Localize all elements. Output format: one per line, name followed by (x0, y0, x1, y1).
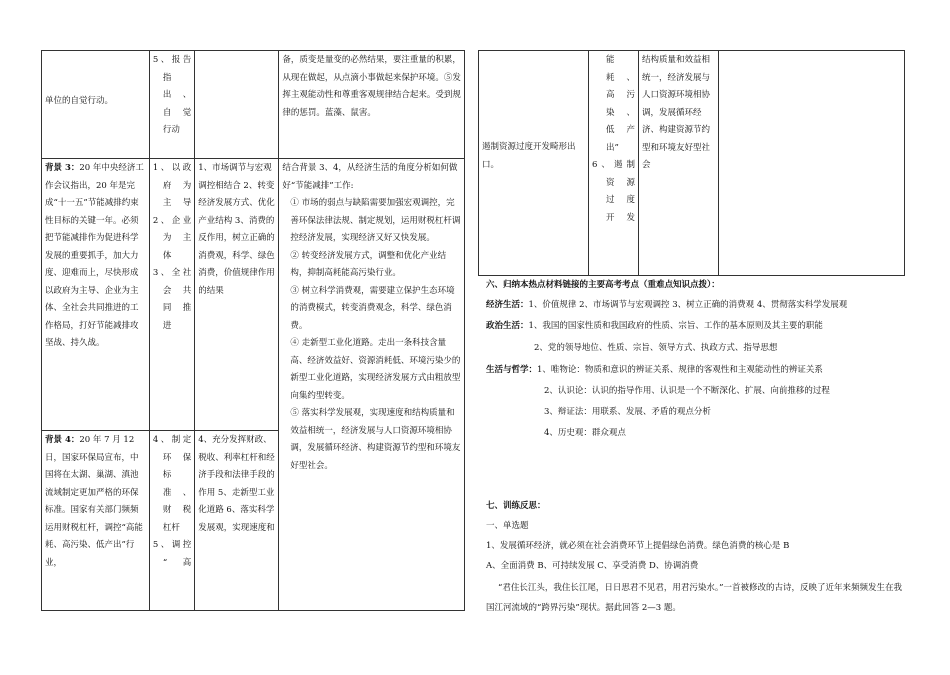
row3-c2-line: 财税 (162, 505, 192, 515)
right-c2-line: 低产 (606, 125, 635, 135)
row1-cell4: 备，质变是量变的必然结果，要注重量的积累，从现在做起，从点滴小事做起来保护环境。⑤发挥主观能动性和尊重客观规律结合起来。受到规律的惩罚。蓝藻、鼠害。 (279, 51, 465, 159)
c4-point: ③ 树立科学消费观，需要建立保护生态环境的消费模式，转变消费观念，科学、绿色消费。 (290, 285, 455, 331)
row1-cell1 (42, 51, 150, 159)
pol-text-2: 2、党的领导地位、性质、宗旨、领导方式、执政方式、指导思想 (534, 343, 778, 353)
row2-c2-line: 会共 (162, 285, 192, 296)
row2-c2-line: 进 (162, 320, 172, 331)
table-row (42, 159, 465, 431)
row2-c2-line: 1、以政 (152, 163, 192, 173)
row1-c2-line: 出、 (162, 90, 192, 100)
section7-heading: 七、训练反思： (486, 501, 546, 511)
right-table (478, 50, 905, 276)
right-cell2 (589, 51, 639, 276)
pol-line (486, 318, 823, 335)
row1-cell3 (195, 51, 279, 159)
poem-passage: “君住长江头，我住长江尾，日日思君不见君，用君污染水。”一首被修改的古诗，反映了近年来频频发生在我国江河流域的“跨界污染”现状。据此回答 2—3 题。 (486, 583, 902, 613)
row1-c2-line: 指 (162, 72, 172, 83)
row1-c2-line: 行动 (162, 125, 180, 135)
right-cell4 (719, 51, 905, 276)
right-c1-text: 遏制资源过度开发畸形出口。 (482, 142, 576, 170)
single-choice-heading: 一、单选题 (486, 521, 529, 531)
row2-cell4 (279, 159, 465, 611)
pol-label: 政治生活： (486, 321, 529, 331)
background4-title: 背景 4： (45, 435, 80, 445)
row2-c2-line: 体 (162, 250, 172, 261)
right-c2-line: 开发 (606, 212, 635, 223)
phil-label: 生活与哲学： (486, 365, 538, 375)
row1-cell2 (149, 51, 194, 159)
right-cell1 (479, 51, 589, 276)
econ-line (486, 297, 847, 314)
row1-c2-line: 自觉 (162, 107, 192, 118)
row3-c2-line: 环保 (162, 452, 192, 463)
right-c2-line: 能 (606, 55, 615, 65)
row2-c2-line: 主导 (162, 198, 192, 208)
row2-c2-line: 为主 (162, 233, 192, 243)
row2-cell2 (149, 159, 194, 431)
row1-c2-line: 5、报告 (152, 55, 192, 65)
c4-intro: 结合背景 3、4，从经济生活的角度分析如何做好“节能减排”工作: (282, 163, 458, 191)
row3-c2-line: 准、 (162, 487, 192, 498)
row3-cell1 (42, 431, 150, 611)
row2-c2-line: 同推 (162, 303, 192, 313)
section6-heading: 六、归纳本热点材料链接的主要高考考点（重难点知识点拨）： (486, 280, 720, 290)
row3-cell2 (149, 431, 194, 611)
row3-cell3: 4、充分发挥财政、税收、利率杠杆和经济手段和法律手段的作用 5、走新型工业化道路 6、落实科学发展观，实现速度和 (195, 431, 279, 611)
right-c2-line: 出” (606, 142, 619, 153)
right-cell3: 结构质量和效益相统一，经济发展与人口资源环境相协调，发展循环经济、构建资源节约型和环境友好型社会 (639, 51, 719, 276)
row2-cell3: 1、市场调节与宏观调控相结合 2、转变经济发展方式、优化产业结构 3、消费的反作用，树立正确的消费观，科学、绿色消费，价值规律作用的结果 (195, 159, 279, 431)
c4-point: ① 市场的弱点与缺陷需要加强宏观调控，完善环保法律法规、制定规划，运用财税杠杆调控经济发展，实现经济又好又快发展。 (290, 198, 461, 243)
right-c2-line: 过度 (606, 195, 635, 205)
row3-c2-line: 4、制定 (152, 435, 192, 445)
right-c2-line: 高污 (606, 90, 635, 100)
table-row (42, 51, 465, 159)
phil-text-2: 2、认识论：认识的指导作用、认识是一个不断深化、扩展、向前推移的过程 (544, 386, 830, 396)
row2-c2-line: 3、全社 (152, 268, 192, 278)
question-1: 1、发展循环经济，就必须在社会消费环节上提倡绿色消费。绿色消费的核心是 B (486, 541, 790, 551)
row1-c1-text: 单位的自觉行动。 (45, 96, 114, 106)
right-c2-line: 6、遏制 (592, 160, 635, 170)
c4-point: ④ 走新型工业化道路。走出一条科技含量高、经济效益好、资源消耗低、环境污染少的新型工业化道路，实现经济发展方式由粗放型向集约型转变。 (290, 338, 461, 401)
phil-text-3: 3、辩证法：用联系、发展、矛盾的观点分析 (544, 407, 711, 417)
row3-c2-line: 标 (162, 470, 172, 480)
row2-c2-line: 2、企业 (152, 215, 192, 226)
row2-cell1 (42, 159, 150, 431)
phil-text-1: 1、唯物论：物质和意识的辨证关系、规律的客观性和主观能动性的辨证关系 (537, 365, 823, 375)
row2-c2-line: 府为 (162, 180, 192, 191)
background3-title: 背景 3： (45, 163, 80, 173)
row3-c2-line: 5、调控 (152, 540, 192, 550)
row3-c2-line: 杠杆 (162, 522, 180, 533)
right-c2-line: 耗、 (606, 72, 635, 83)
phil-line (486, 362, 823, 379)
table-row (479, 51, 905, 276)
c4-point: ⑤ 落实科学发展观，实现速度和结构质量和效益相统一，经济发展与人口资源环境相协调，发展循环经济、构建资源节约型和环境友好型社会。 (290, 408, 461, 471)
econ-label: 经济生活： (486, 300, 529, 310)
c4-point: ② 转变经济发展方式，调整和优化产业结构，抑制高耗能高污染行业。 (290, 250, 447, 278)
econ-text: 1、价值规律 2、市场调节与宏观调控 3、树立正确的消费观 4、贯彻落实科学发展观 (528, 300, 848, 310)
left-table (41, 50, 465, 611)
pol-text-1: 1、我国的国家性质和我国政府的性质、宗旨、工作的基本原则及其主要的职能 (528, 321, 823, 331)
question-1-options: A、全面消费 B、可持续发展 C、享受消费 D、协调消费 (486, 561, 699, 571)
right-c2-line: 染、 (606, 107, 635, 118)
background3-text: 20 年中央经济工作会议指出，20 年是完成“十一五”节能减排约束性目标的关键一年。必须把节能减排作为促进科学发展的重要抓手，加大力度、迎难而上，尽快形成以政府为主导、企业为主体、全社会共同推进的工作格局，打好节能减排攻坚战、持久战。 (45, 163, 144, 348)
right-c2-line: 资源 (606, 177, 635, 188)
background4-text: 20 年 7 月 12 日，国家环保局宣布，中国将在太湖、巢湖、滇池流域制定更加严格的环保标准。国家有关部门频频运用财税杠杆，调控“高能耗、高污染、低产出”行业， (45, 435, 143, 568)
row3-c2-line: “高 (162, 557, 192, 568)
phil-text-4: 4、历史观：群众观点 (544, 428, 626, 438)
